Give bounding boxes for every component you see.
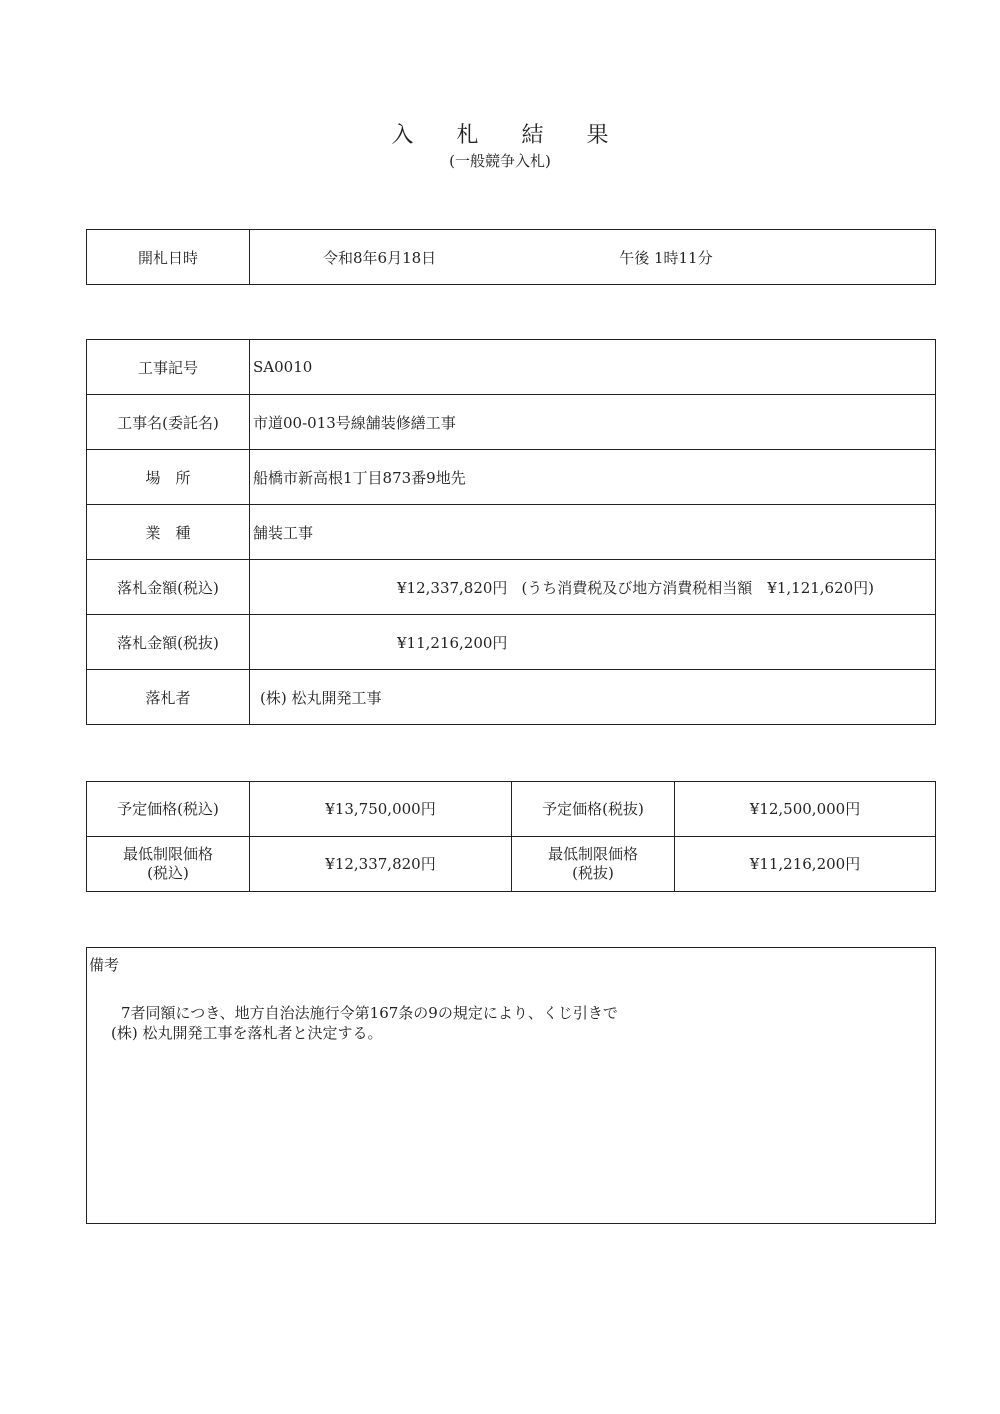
award-incl-label: 落札金額(税込) [87, 560, 250, 615]
construction-name-label: 工事名(委託名) [87, 395, 250, 450]
price-table [86, 781, 936, 892]
min-excl-label [512, 837, 675, 892]
remarks-line-2: (株) 松丸開発工事を落札者と決定する。 [111, 1024, 383, 1042]
page-subtitle: (一般競争入札) [449, 152, 551, 170]
min-excl-value: ¥11,216,200円 [675, 837, 936, 892]
planned-excl-value: ¥12,500,000円 [675, 782, 936, 837]
construction-code-label: 工事記号 [87, 340, 250, 395]
opening-value-cell [250, 230, 936, 285]
winner-value: (株) 松丸開発工事 [250, 670, 936, 725]
opening-row [87, 230, 936, 285]
details-table [86, 339, 936, 725]
opening-time: 午後 1時11分 [619, 248, 713, 267]
opening-label: 開札日時 [87, 230, 250, 285]
table-row [87, 782, 936, 837]
min-incl-label-line2: (税込) [147, 864, 189, 882]
planned-excl-label: 予定価格(税抜) [512, 782, 675, 837]
table-row [87, 837, 936, 892]
award-incl-cell [250, 560, 936, 615]
winner-label: 落札者 [87, 670, 250, 725]
planned-incl-label: 予定価格(税込) [87, 782, 250, 837]
award-incl-amount: ¥12,337,820円 [397, 578, 508, 597]
min-incl-label-line1: 最低制限価格 [122, 845, 213, 863]
remarks-heading: 備考 [89, 956, 120, 974]
award-excl-label: 落札金額(税抜) [87, 615, 250, 670]
award-excl-amount: ¥11,216,200円 [397, 633, 508, 652]
table-row [87, 560, 936, 615]
page-title: 入 札 結 果 [391, 123, 627, 148]
table-row [87, 615, 936, 670]
min-excl-label-line2: (税抜) [572, 864, 614, 882]
opening-table [86, 229, 936, 285]
remarks-body [111, 1003, 618, 1043]
industry-value: 舗装工事 [250, 505, 936, 560]
table-row [87, 670, 936, 725]
planned-incl-value: ¥13,750,000円 [250, 782, 512, 837]
table-row [87, 340, 936, 395]
construction-code-value: SA0010 [250, 340, 936, 395]
remarks-line-1: 7者同額につき、地方自治法施行令第167条の9の規定により、くじ引きで [121, 1004, 618, 1022]
construction-name-value: 市道00-013号線舗装修繕工事 [250, 395, 936, 450]
min-incl-label [87, 837, 250, 892]
min-excl-label-line1: 最低制限価格 [547, 845, 638, 863]
location-value: 船橋市新高根1丁目873番9地先 [250, 450, 936, 505]
table-row [87, 395, 936, 450]
min-incl-value: ¥12,337,820円 [250, 837, 512, 892]
table-row [87, 505, 936, 560]
award-excl-cell [250, 615, 936, 670]
remarks-box [86, 947, 936, 1224]
opening-date: 令和8年6月18日 [323, 248, 437, 267]
location-label: 場 所 [87, 450, 250, 505]
table-row [87, 450, 936, 505]
industry-label: 業 種 [87, 505, 250, 560]
award-incl-tax-note: (うち消費税及び地方消費税相当額 ¥1,121,620円) [521, 578, 875, 597]
